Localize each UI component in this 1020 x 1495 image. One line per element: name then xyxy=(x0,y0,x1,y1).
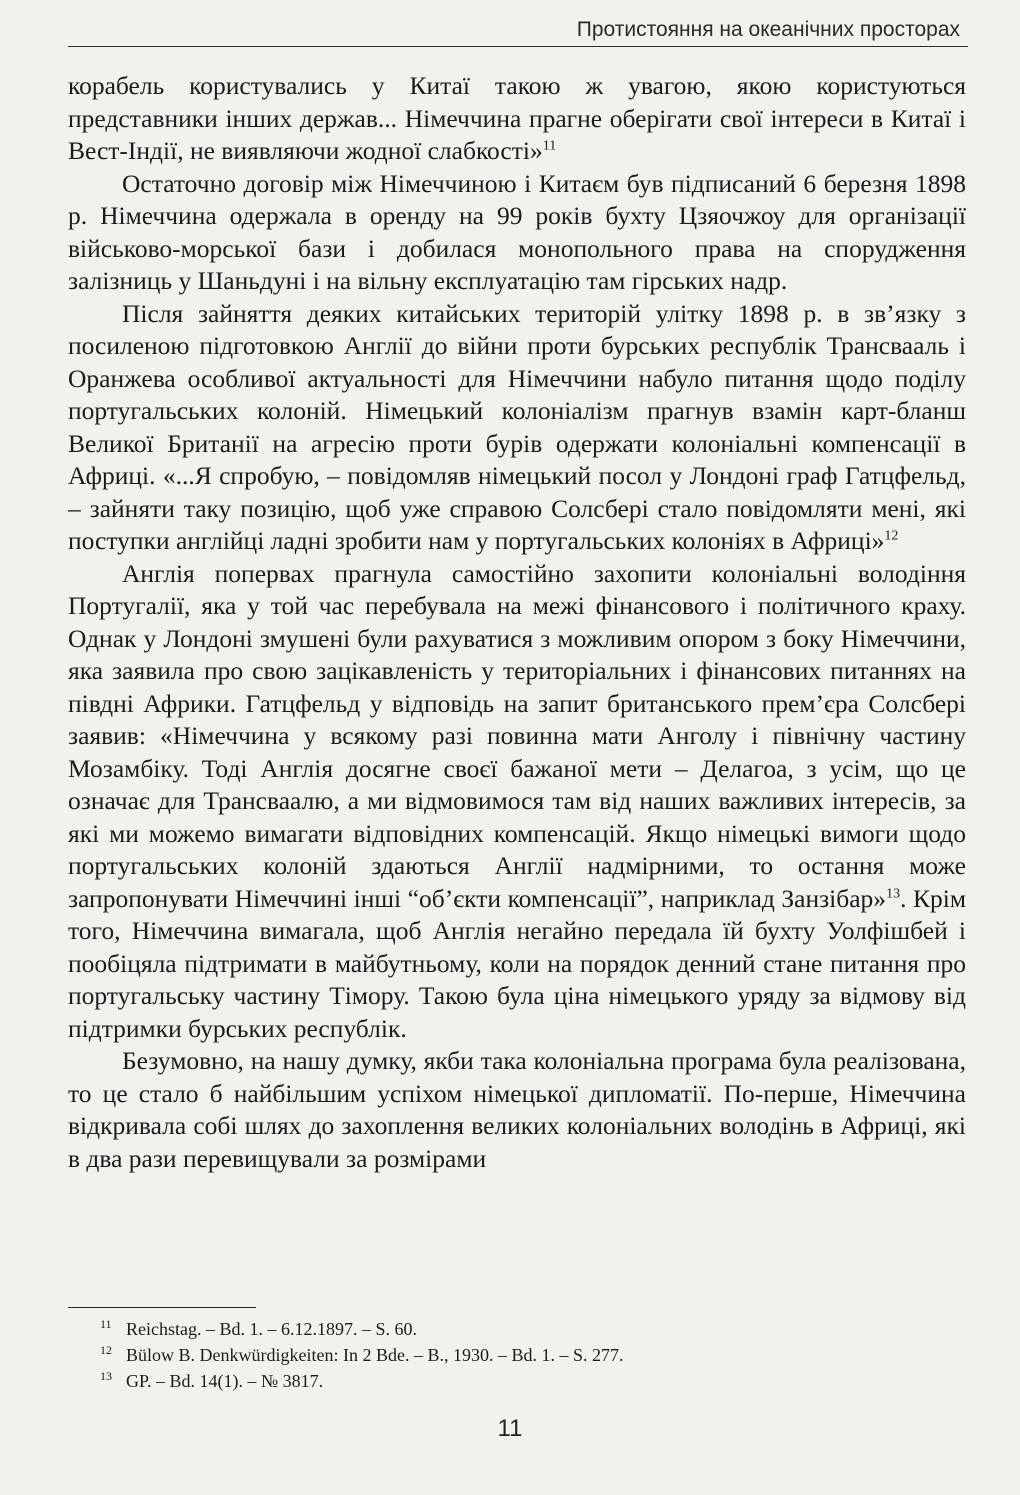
footnote-text: Bülow B. Denkwürdigkeiten: In 2 Bde. – B., 1930. – Bd. 1. – S. 277. xyxy=(126,1345,624,1365)
footnote-text: GP. – Bd. 14(1). – № 3817. xyxy=(126,1371,324,1391)
paragraph-2-text: Остаточно договір між Німеччиною і Китаєм був підписаний 6 березня 1898 р. Німеччина одержала в оренду на 99 років бухту Цзяочжоу для організації військово-морської бази і добилася монопольного права на спорудження залізниць у Шаньдуні і на вільну експлуатацію там гірських надр. xyxy=(68,168,966,295)
main-text xyxy=(68,70,966,1175)
running-header xyxy=(68,10,968,47)
paragraph-4 xyxy=(68,558,966,1046)
footnote-12: 12 Bülow B. Denkwürdigkeiten: In 2 Bde. – B., 1930. – Bd. 1. – S. 277. xyxy=(100,1343,624,1365)
footnote-13: 13 GP. – Bd. 14(1). – № 3817. xyxy=(100,1369,324,1391)
footnote-divider xyxy=(68,1307,256,1308)
footnote-ref-11[interactable]: 11 xyxy=(542,138,557,154)
footnote-11: 11 Reichstag. – Bd. 1. – 6.12.1897. – S. 60. xyxy=(100,1317,417,1339)
footnote-ref-13[interactable]: 13 xyxy=(886,886,901,901)
paragraph-4-tail: . Крім того, Німеччина вимагала, щоб Англія негайно передала їй бухту Уолфішбей і пообіцяла підтримати в майбутньому, коли на порядок денний стане питання про португальську частину Тімору. Такою була ціна німецького уряду за відмову від підтримки бурських республік. xyxy=(68,883,966,1043)
paragraph-5-text: Безумовно, на нашу думку, якби така колоніальна програма була реалізована, то це стало б найбільшим успіхом німецької дипломатії. По-перше, Німеччина відкривала собі шлях до захоплення великих колоніальних володінь в Африці, які в два рази перевищували за розмірами xyxy=(68,1046,966,1173)
footnote-text: Reichstag. – Bd. 1. – 6.12.1897. – S. 60. xyxy=(126,1319,417,1339)
paragraph-4-text: Англія попервах прагнула самостійно захопити колоніальні володіння Португалії, яка у той час перебувала на межі фінансового і політичного краху. Однак у Лондоні змушені були рахуватися з можливим опором з боку Німеччини, яка заявила про свою зацікавленість у територіальних і фінансових питаннях на півдні Африки. Гатцфельд у відповідь на запит британського прем’єра Солсбері заявив: «Німеччина у всякому разі повинна мати Анголу і північну частину Мозамбіку. Тоді Англія досягне своєї бажаної мети – Делагоа, з усім, що це означає для Трансваалю, а ми відмовимося там від наших важливих інтересів, за які ми можемо вимагати відповідних компенсацій. Якщо німецькі вимоги щодо португальських колоній здаються Англії надмірними, то остання може запропонувати Німеччині інші “об’єкти компенсації”, наприклад Занзібар» xyxy=(68,558,966,913)
running-title: Протистояння на океанічних просторах xyxy=(576,18,960,41)
paragraph-1 xyxy=(68,70,966,168)
paragraph-3 xyxy=(68,298,966,558)
paragraph-3-text: Після зайняття деяких китайських територій улітку 1898 р. в зв’язку з посиленою підготовкою Англії до війни проти бурських республік Трансвааль і Оранжева особливої актуальності для Німеччини набуло питання щодо поділу португальських колоній. Німецький колоніалізм прагнув взамін карт-бланш Великої Британії на агресію проти бурів одержати колоніальні компенсації в Африці. «...Я спробую, – повідомляв німецький посол у Лондоні граф Гатцфельд, – зайняти таку позицію, щоб уже справою Солсбері стало повідомляти мені, які поступки англійці ладні зробити нам у португальських колоніях в Африці» xyxy=(68,298,966,555)
paragraph-5 xyxy=(68,1045,966,1175)
footnote-ref-12[interactable]: 12 xyxy=(884,528,899,544)
paragraph-2 xyxy=(68,168,966,298)
page-number: 11 xyxy=(497,1415,523,1442)
footnotes xyxy=(100,1316,960,1394)
paragraph-1-text: корабель користувались у Китаї такою ж увагою, якою користуються представники інших держав... Німеччина прагне оберігати свої інтереси в Китаї і Вест-Індії, не виявляючи жодної слабкості» xyxy=(68,71,966,165)
